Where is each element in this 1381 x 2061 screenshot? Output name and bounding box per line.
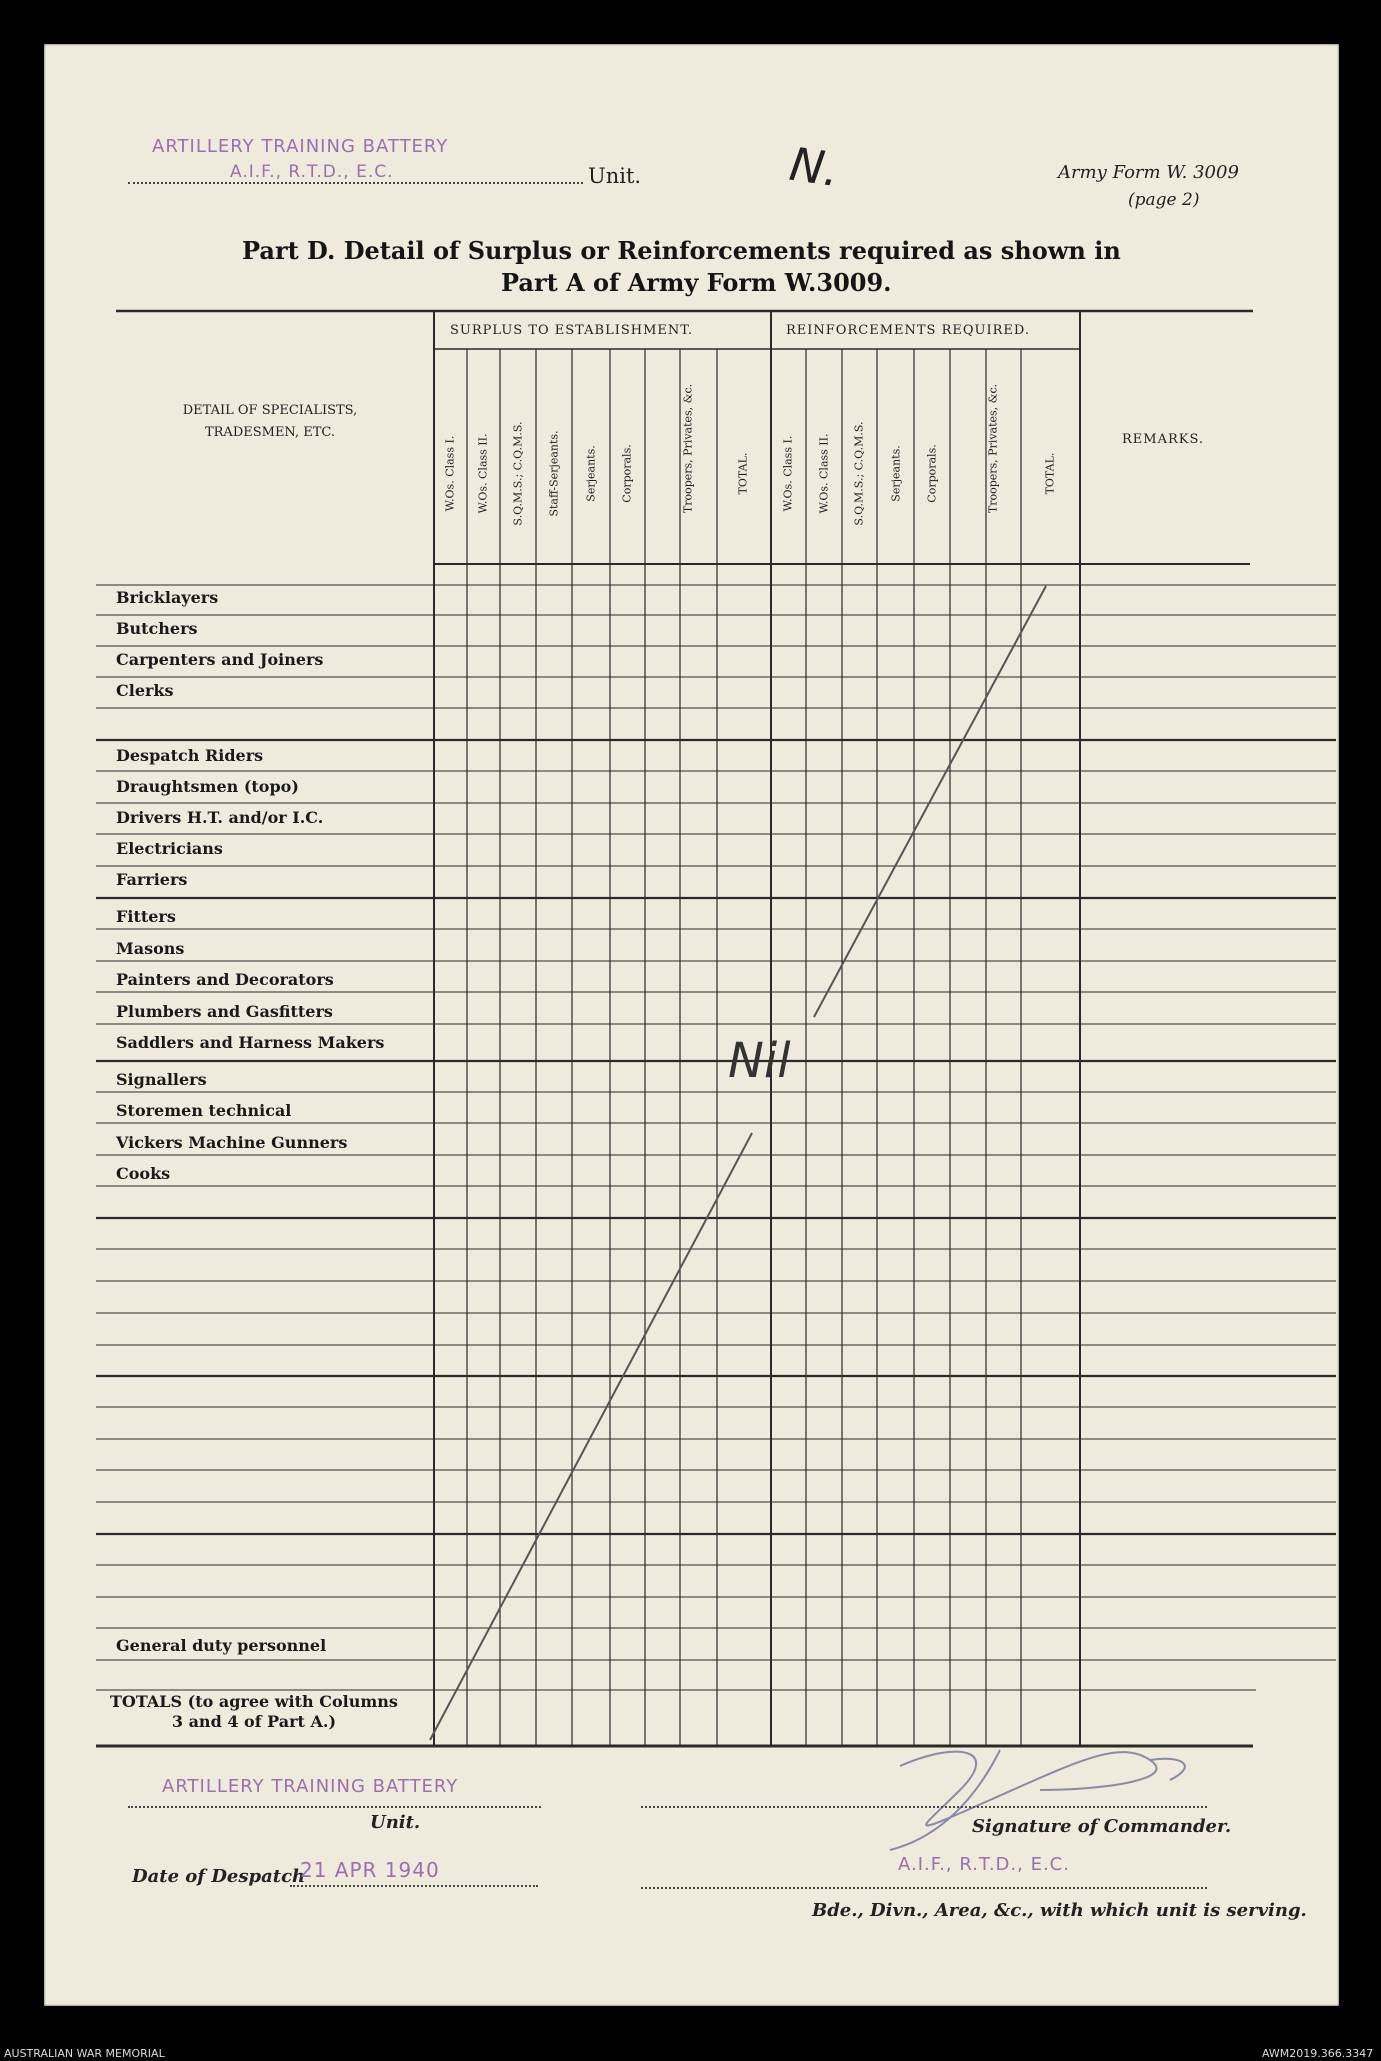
row-label: Bricklayers xyxy=(116,588,219,607)
bde-label: Bde., Divn., Area, &c., with which unit is serving. xyxy=(812,1900,1307,1921)
row-label: Carpenters and Joiners xyxy=(116,650,324,669)
title-line2: Part A of Army Form W.3009. xyxy=(501,268,892,297)
detail-header xyxy=(140,400,400,444)
col-surplus-total: TOTAL. xyxy=(736,452,750,495)
unit-label: Unit. xyxy=(588,164,642,188)
handwritten-mark: N. xyxy=(786,136,843,198)
col-reinf-wo2: W.Os. Class II. xyxy=(817,433,831,514)
detail-header-line2: TRADESMEN, ETC. xyxy=(204,425,336,440)
col-surplus-corporals: Corporals. xyxy=(620,444,634,503)
col-surplus-wo2: W.Os. Class II. xyxy=(476,433,490,514)
date-label: Date of Despatch xyxy=(132,1866,306,1887)
col-reinf-total: TOTAL. xyxy=(1043,452,1057,495)
row-label: Cooks xyxy=(116,1164,171,1183)
row-label: Despatch Riders xyxy=(116,746,264,765)
col-reinf-serjeants: Serjeants. xyxy=(889,445,903,502)
col-surplus-sqms: S.Q.M.S.; C.Q.M.S. xyxy=(511,421,525,526)
totals-label xyxy=(110,1692,398,1732)
credit-right: AWM2019.366.3347 xyxy=(1262,2047,1374,2060)
handwritten-nil: Nil xyxy=(728,1033,791,1089)
row-label: Farriers xyxy=(116,870,188,889)
row-label: Vickers Machine Gunners xyxy=(116,1133,348,1152)
footer-unit-label: Unit. xyxy=(370,1812,421,1833)
row-label: Fitters xyxy=(116,907,176,926)
col-reinf-sqms: S.Q.M.S.; C.Q.M.S. xyxy=(852,421,866,526)
row-label: Painters and Decorators xyxy=(116,970,334,989)
col-reinf-troopers: Troopers, Privates, &c. xyxy=(986,383,1000,514)
surplus-header: SURPLUS TO ESTABLISHMENT. xyxy=(450,323,694,338)
reinforcements-header: REINFORCEMENTS REQUIRED. xyxy=(786,323,1030,338)
col-surplus-serjeants: Serjeants. xyxy=(584,445,598,502)
unit-stamp-line1: ARTILLERY TRAINING BATTERY xyxy=(152,136,449,157)
unit-stamp-line2: A.I.F., R.T.D., E.C. xyxy=(230,162,394,182)
row-label: Butchers xyxy=(116,619,198,638)
signature-dotted-line xyxy=(641,1806,1207,1808)
row-label: Masons xyxy=(116,939,185,958)
col-surplus-wo1: W.Os. Class I. xyxy=(443,435,457,512)
col-surplus-staff-serjeants: Staff-Serjeants. xyxy=(547,430,561,517)
detail-header-line1: DETAIL OF SPECIALISTS, xyxy=(182,403,358,418)
totals-line2: 3 and 4 of Part A.) xyxy=(171,1712,337,1731)
row-label: Plumbers and Gasfitters xyxy=(116,1002,333,1021)
row-label: Draughtsmen (topo) xyxy=(116,777,299,796)
col-surplus-troopers: Troopers, Privates, &c. xyxy=(681,383,695,514)
row-label: Signallers xyxy=(116,1070,207,1089)
general-duty-label: General duty personnel xyxy=(116,1636,327,1655)
remarks-header: REMARKS. xyxy=(1122,432,1205,447)
col-reinf-corporals: Corporals. xyxy=(925,444,939,503)
footer-unit-stamp: ARTILLERY TRAINING BATTERY xyxy=(162,1776,459,1797)
credit-left: AUSTRALIAN WAR MEMORIAL xyxy=(4,2047,165,2060)
page-reference: (page 2) xyxy=(1128,190,1200,210)
col-reinf-wo1: W.Os. Class I. xyxy=(781,435,795,512)
date-dotted-line xyxy=(290,1885,538,1887)
bde-dotted-line xyxy=(641,1887,1207,1889)
date-stamp: 21 APR 1940 xyxy=(300,1858,440,1882)
row-label: Saddlers and Harness Makers xyxy=(116,1033,385,1052)
row-label: Electricians xyxy=(116,839,223,858)
row-label: Clerks xyxy=(116,681,174,700)
row-label: Drivers H.T. and/or I.C. xyxy=(116,808,324,827)
form-reference: Army Form W. 3009 xyxy=(1058,162,1239,183)
totals-line1: TOTALS (to agree with Columns xyxy=(110,1692,398,1711)
row-label: Storemen technical xyxy=(116,1101,292,1120)
signature-label: Signature of Commander. xyxy=(972,1816,1232,1837)
bde-stamp: A.I.F., R.T.D., E.C. xyxy=(898,1854,1070,1875)
title-line1: Part D. Detail of Surplus or Reinforcements required as shown in xyxy=(242,236,1121,265)
footer-unit-dotted-line xyxy=(128,1806,541,1808)
